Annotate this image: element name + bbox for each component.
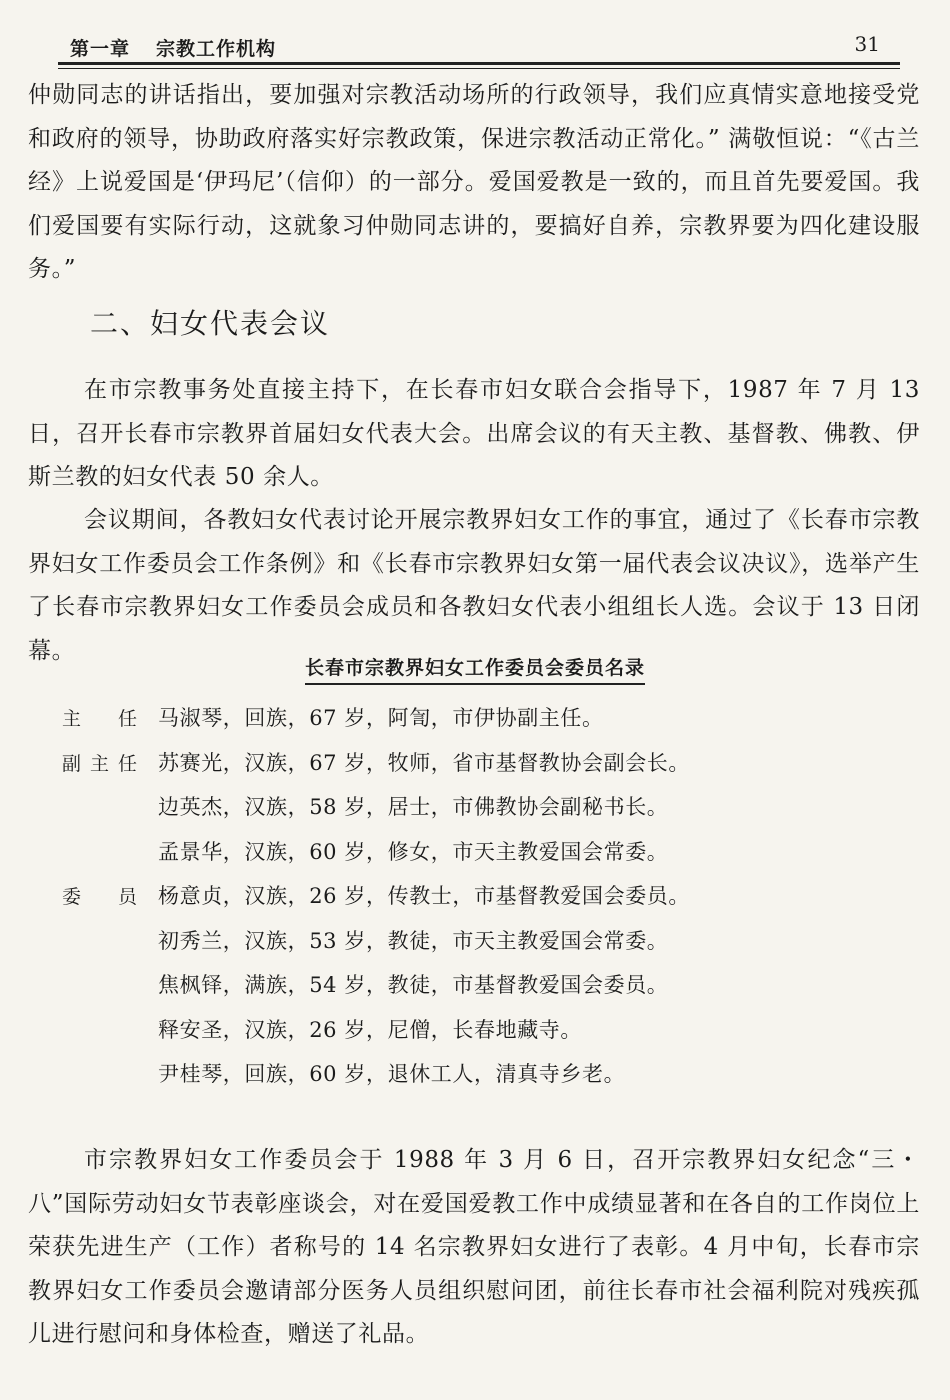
roster-row bbox=[62, 1010, 902, 1055]
roster-member: 初秀兰，汉族，53 岁，教徒，市天主教爱国会常委。 bbox=[158, 928, 669, 953]
roster-member: 杨意贞，汉族，26 岁，传教士，市基督教爱国会委员。 bbox=[158, 884, 690, 908]
roster-row bbox=[62, 743, 902, 788]
header-rule-thin bbox=[58, 68, 900, 69]
roster-row bbox=[62, 1054, 902, 1099]
paragraph-continued-quote: 仲勋同志的讲话指出，要加强对宗教活动场所的行政领导，我们应真情实意地接受党和政府的领导，协助政府落实好宗教政策，保进宗教活动正常化。” 满敬恒说：“《古兰经》上说爱国是‘伊玛尼’（信仰）的一部分。爱国爱教是一致的，而且首先要爱国。我们爱国要有实际行动，这就象习仲勋同志讲的，要搞好自养，宗教界要为四化建设服务。” bbox=[28, 82, 920, 282]
section-heading: 二、妇女代表会议 bbox=[90, 307, 331, 340]
chapter-label bbox=[70, 34, 276, 61]
roster-member: 尹桂琴，回族，60 岁，退休工人，清真寺乡老。 bbox=[158, 1062, 626, 1086]
roster-role: 主任 bbox=[62, 708, 137, 730]
roster-member: 孟景华，汉族，60 岁，修女，市天主教爱国会常委。 bbox=[158, 839, 669, 864]
roster-row bbox=[62, 832, 902, 877]
chapter-number: 第一章 bbox=[70, 38, 131, 60]
paragraph-womens-day: 市宗教界妇女工作委员会于 1988 年 3 月 6 日，召开宗教界妇女纪念“三・八”国际劳动妇女节表彰座谈会，对在爱国爱教工作中成绩显著和在各自的工作岗位上荣获先进生产（工作）者称号的 14 名宗教界妇女进行了表彰。4 月中旬，长春市宗教界妇女工作委员会邀请部分医务人员组织慰问团，前往长春市社会福利院对残疾孤儿进行慰问和身体检查，赠送了礼品。 bbox=[28, 1147, 920, 1347]
chapter-title: 宗教工作机构 bbox=[156, 38, 277, 60]
roster-title bbox=[0, 653, 950, 680]
roster-row bbox=[62, 787, 902, 832]
roster-title-text: 长春市宗教界妇女工作委员会委员名录 bbox=[305, 657, 645, 685]
roster-row bbox=[62, 876, 902, 921]
page-number: 31 bbox=[854, 32, 880, 56]
roster-list bbox=[62, 698, 902, 1099]
roster-member: 焦枫铎，满族，54 岁，教徒，市基督教爱国会委员。 bbox=[158, 973, 669, 997]
paragraph-congress: 在市宗教事务处直接主持下，在长春市妇女联合会指导下，1987 年 7 月 13 日，召开长春市宗教界首届妇女代表大会。出席会议的有天主教、基督教、佛教、伊斯兰教的妇女代表 50 余人。 bbox=[28, 377, 920, 490]
roster-role: 副主任 bbox=[62, 752, 137, 775]
header-rule-thick bbox=[58, 62, 900, 65]
roster-member: 边英杰，汉族，58 岁，居士，市佛教协会副秘书长。 bbox=[158, 795, 669, 819]
roster-member: 苏赛光，汉族，67 岁，牧师，省市基督教协会副会长。 bbox=[158, 750, 690, 775]
roster-row bbox=[62, 921, 902, 966]
roster-row bbox=[62, 698, 902, 743]
roster-member: 马淑琴，回族，67 岁，阿訇，市伊协副主任。 bbox=[158, 706, 604, 730]
paragraph-meeting-outcome: 会议期间，各教妇女代表讨论开展宗教界妇女工作的事宜，通过了《长春市宗教界妇女工作委员会工作条例》和《长春市宗教界妇女第一届代表会议决议》，选举产生了长春市宗教界妇女工作委员会成员和各教妇女代表小组组长人选。会议于 13 日闭幕。 bbox=[28, 507, 920, 664]
roster-row bbox=[62, 965, 902, 1010]
running-header bbox=[58, 28, 900, 64]
roster-role: 委员 bbox=[62, 886, 137, 908]
roster-member: 释安圣，汉族，26 岁，尼僧，长春地藏寺。 bbox=[158, 1017, 582, 1042]
